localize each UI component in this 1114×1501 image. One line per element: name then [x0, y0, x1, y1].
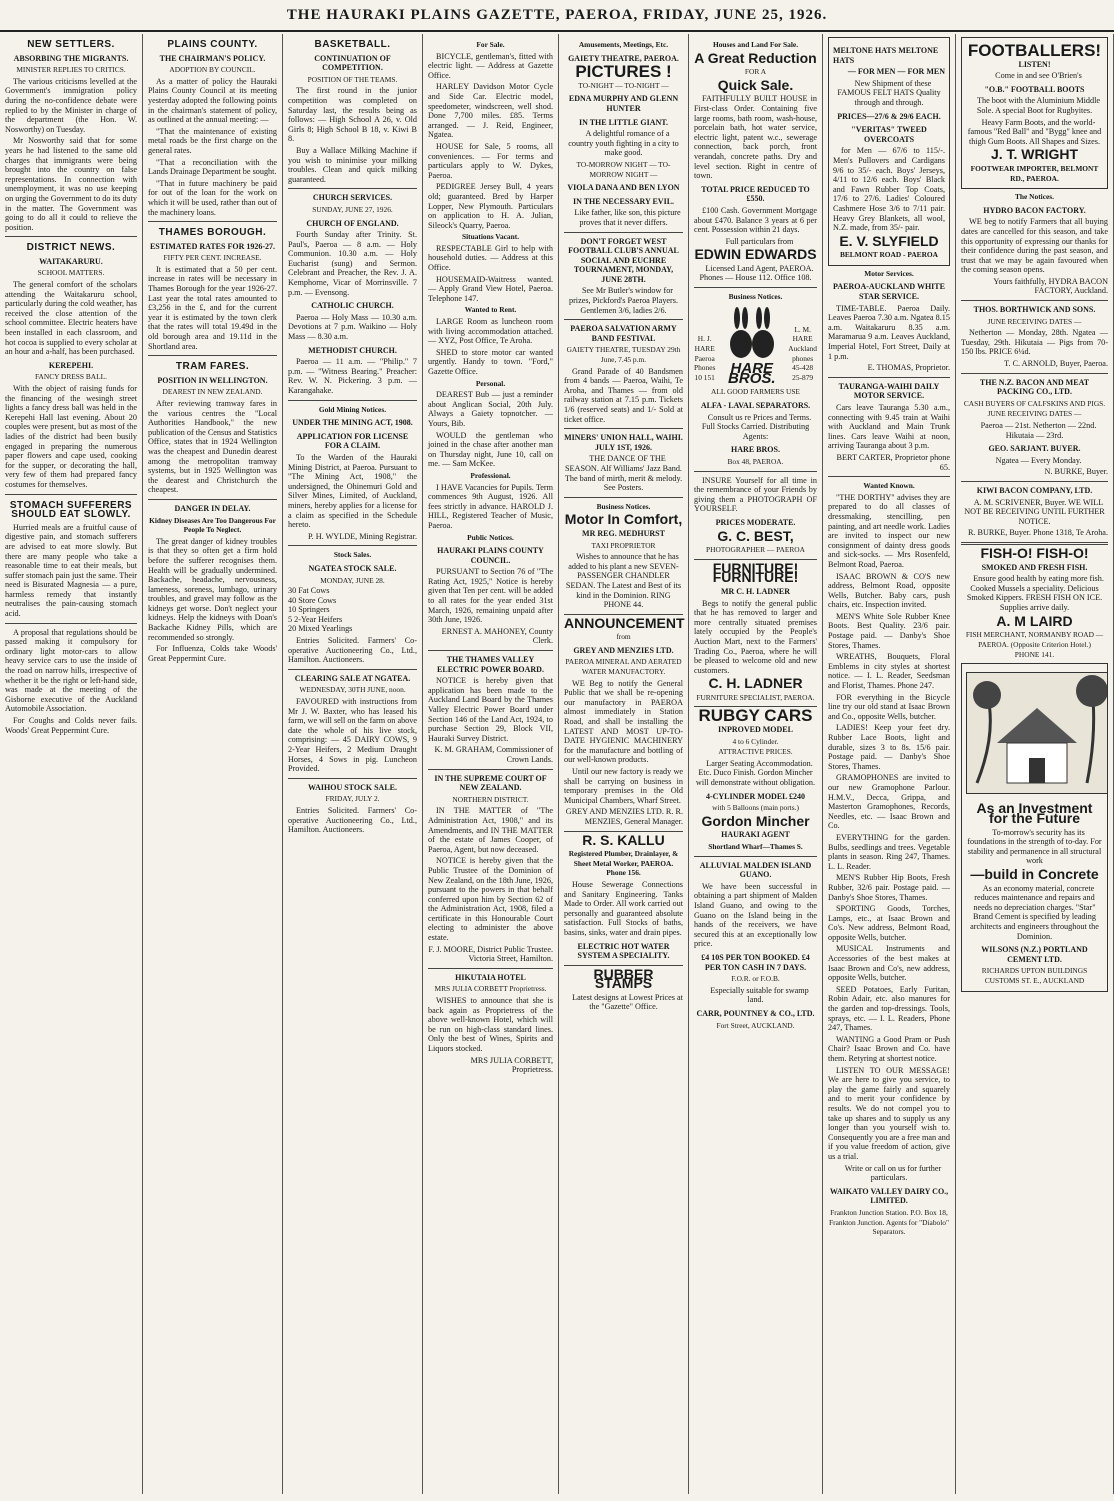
subheadline: NORTHERN DISTRICT. — [452, 794, 529, 804]
paragraph: Grand Parade of 40 Bandsmen from 4 bands — Paeroa, Waihi, Te Aroha, and Thames — from old railway station at 7.15 p.m. Tickets 1/6 (reserved seats) and 1/- Sold at ticket office. — [564, 366, 683, 424]
subheadline: MONDAY, JUNE 28. — [320, 575, 385, 585]
paragraph: Mr Nosworthy said that for some years he had listened to the same old charges that immigrants were being brought into the country on false representations. In connection with unemployment, it was no use keeping on urging the Government to do its duty in the matter. The Government was going to do all it could to relieve the position. — [5, 136, 137, 232]
paragraph: PURSUANT to Section 76 of "The Rating Act, 1925," Notice is hereby given that Ten per cent. will be added to all rates for the year ended 31st March, 1926, remaining unpaid after 30th June, 1926. — [428, 567, 553, 625]
masthead-title: THE HAURAKI PLAINS GAZETTE, PAEROA, FRIDAY, JUNE 25, 1926. — [286, 7, 828, 23]
subheadline: WEDNESDAY, 30TH JUNE, noon. — [299, 685, 406, 695]
section-label: Situations Vacant. — [461, 232, 520, 242]
section-label: Professional. — [470, 470, 511, 480]
classified-ad: RESPECTABLE Girl to help with household duties. — Address at this Office. — [428, 243, 553, 273]
section-label: Stock Sales. — [333, 550, 372, 560]
subheadline: LISTEN! — [1018, 59, 1051, 69]
masthead — [0, 0, 1114, 32]
subheadline: F.O.R. or F.O.B. — [731, 974, 780, 984]
classified-ad: WREATHS, Bouquets, Floral Emblems in city styles at shortest notice. — I. L. Reader, Seedsman and Florist, Thames. Phone 247. — [828, 652, 950, 691]
column-3 — [283, 34, 423, 1494]
subheadline: ESTIMATED RATES FOR 1926-27. — [149, 241, 276, 251]
paragraph: Entries Solicited. Farmers' Co-operative Auctioneering Co., Ltd., Hamilton. Auctioneers. — [288, 805, 417, 835]
subheadline: PAEROA-AUCKLAND WHITE STAR SERVICE. — [833, 282, 945, 302]
subheadline: GAIETY THEATRE, TUESDAY 29th June, 7.45 p.m. — [566, 345, 681, 365]
subheadline: Frankton Junction Station. P.O. Box 18, Frankton Junction. Agents for "Diabolo" Separators. — [829, 1207, 949, 1237]
section-label: Wanted Known. — [863, 481, 915, 491]
display-heading: G. C. BEST, — [717, 527, 794, 544]
classified-ad: SEED Potatoes, Early Furitan, Robin Adair, etc. also manures for the garden and top-dressings. Tools, sprays, etc. — I. L. Readers, Phone 247, Thames. — [828, 984, 950, 1033]
classified-ad: HOUSE for Sale, 5 rooms, all conveniences. — For terms and particulars apply to W. Dykes, Paeroa. — [428, 141, 553, 180]
headline: THAMES BOROUGH. — [158, 227, 267, 239]
classified-ad: WOULD the gentleman who joined in the chase after another man on Thursday night, June 10, call on me. — Sam McKee. — [428, 430, 553, 469]
paragraph: Full particulars from — [725, 236, 794, 246]
paragraph: The great danger of kidney troubles is that they so often get a firm hold before the sufferer recognises them. Health will be gradually undermined. Backache, headache, nervousness, lameness, soreness, lumbago, urinary troubles, and gravel may follow as the kidneys get worse. Don't neglect your kidneys. Help the kidneys with Doan's Backache Kidney Pills, which are recommended so strongly. — [148, 536, 277, 642]
display-heading: Gordon Mincher — [701, 812, 810, 829]
subheadline: BELMONT ROAD - PAEROA — [839, 250, 939, 260]
signature: K. M. GRAHAM, Commissioner of Crown Lands. — [434, 745, 553, 764]
display-heading: J. T. WRIGHT — [990, 146, 1079, 163]
paragraph: NOTICE is hereby given that application has been made to the Auckland Land Board by the Thames Valley Electric Power Board under Section 146 of the Land Act, 1924, to purchase Section 29, Block VII, Hauraki Survey District. — [428, 676, 553, 743]
subheadline: MINISTER REPLIES TO CRITICS. — [16, 65, 126, 75]
subheadline: FURNITURE SPECIALIST, PAEROA. — [696, 692, 815, 702]
paragraph: It is estimated that a 50 per cent. increase in rates will be necessary in Thames Borough for the year 1926-27. Last year the total rates amounted to £3,256 in the £, and for the current year it is estimated by the town clerk that the rates will total 19.49d in the old borough area and 19.11d in the Shortland area. — [148, 264, 277, 351]
paragraph: For Coughs and Colds never fails. Woods' Great Peppermint Cure. — [5, 716, 137, 735]
list-item: 5 2-Year Heifers — [288, 614, 343, 624]
column-4 — [423, 34, 559, 1494]
subheadline: GAIETY THEATRE, PAEROA. — [568, 53, 679, 63]
signature: R. BURKE, Buyer. Phone 1318, Te Aroha. — [967, 528, 1108, 538]
headline: DISTRICT NEWS. — [26, 242, 116, 254]
paragraph: To-morrow's security has its foundations in the strength of to-day. For stability and permanence in all structural work — [967, 827, 1102, 866]
subheadline: POSITION IN WELLINGTON. — [157, 375, 268, 385]
subheadline: MINERS' UNION HALL, WAIHI. JULY 1ST, 1926. — [564, 433, 683, 452]
subheadline: ALFA - LAVAL SEPARATORS. — [700, 401, 811, 411]
classified-ad: WANTING a Good Pram or Push Chair? Isaac Brown and Co. have them. Retyring at shortest notice. — [828, 1034, 950, 1063]
paragraph: Especially suitable for swamp land. — [710, 985, 809, 1005]
classified-ad: BICYCLE, gentleman's, fitted with electric light. — Address at Gazette Office. — [428, 51, 553, 80]
classified-ad: MEN'S White Sole Rubber Knee Boots. Best Quality. 23/6 pair. Postage paid. — Danby's Shoe Stores, Thames. — [828, 611, 950, 650]
subheadline: TOTAL PRICE REDUCED TO £550. — [701, 184, 810, 204]
list-item: 20 Mixed Yearlings — [288, 624, 353, 634]
subheadline: DEAREST IN NEW ZEALAND. — [162, 387, 263, 397]
rabbit-icon — [725, 306, 779, 362]
paragraph: Until our new factory is ready we shall be carrying on business in temporary premises in the Old Municipal Chambers, Wharf Street. — [564, 767, 683, 805]
subheadline: CARR, POUNTNEY & CO., LTD. — [696, 1008, 815, 1018]
display-heading: Motor In Comfort, — [564, 511, 683, 528]
subheadline: 4 to 6 Cylinder. — [732, 736, 779, 746]
section-label: Gold Mining Notices. — [318, 404, 387, 414]
paragraph: A proposal that regulations should be passed making it compulsory for ordinary light motor-cars to allow heavy service cars to use the inside of the road on narrow hills, irrespective of whether it be the right or left-hand side, was made at the meeting of the Gisborne executive of the Auckland Automobile Association. — [5, 627, 137, 714]
subheadline: THOS. BORTHWICK AND SONS. — [973, 305, 1096, 315]
signature: GREY AND MENZIES LTD. R. R. MENZIES, General Manager. — [565, 807, 683, 826]
display-heading: As an Investment for the Future — [976, 800, 1093, 827]
paragraph: Paeroa — 21st. Netherton — 22nd. Hikutaia — 23rd. — [980, 421, 1097, 440]
subheadline: ALL GOOD FARMERS USE — [711, 387, 800, 397]
paragraph: "That the maintenance of existing metal roads be the first charge on the general rates. — [148, 126, 277, 155]
subheadline: HARE BROS. — [731, 445, 780, 455]
classified-ad: SHED to store motor car wanted urgently. Handy to town. "Ford," Gazette Office. — [428, 347, 553, 376]
display-heading: ANNOUNCEMENT — [564, 614, 685, 631]
classified-ad: LARGE Room as luncheon room with living accommodation attached. — XYZ, Post Office, Te Aroha. — [428, 317, 553, 346]
paragraph: The first round in the junior competition was completed on Saturday last, the results being as follows: — High School A 26, v. Old Girls 8; High School B 18, v. Kiwi B 8. — [288, 86, 417, 144]
paragraph: Write or call on us for further particulars. — [844, 1163, 942, 1183]
paragraph: Paeroa — Holy Mass — 10.30 a.m. Devotions at 7 p.m. Waikino — Holy Mass — 8.30 a.m. — [288, 312, 417, 342]
subheadline: IN THE NECESSARY EVIL. — [572, 196, 675, 206]
subheadline: MR REG. MEDHURST — [582, 528, 665, 538]
paragraph: Entries Solicited. Farmers' Co-operative Auctioneering Co., Ltd., Hamilton. Auctioneers. — [288, 636, 417, 665]
display-heading: RUBGY CARS — [698, 706, 813, 726]
column-2 — [143, 34, 283, 1494]
subheadline: Registered Plumber, Drainlayer, & Sheet Metal Worker, PAEROA. Phone 156. — [568, 849, 679, 878]
paragraph: As an economy material, concrete reduces maintenance and repairs and needs no depreciation charges. "Star" Brand Cement is specified by leading architects and engineers throughout the Dominion. — [970, 883, 1099, 941]
display-heading: PICTURES ! — [575, 62, 672, 82]
subheadline: CONTINUATION OF COMPETITION. — [314, 53, 391, 73]
hare-left-contact: H. J. HARE Paeroa Phones 10 151 — [694, 334, 716, 382]
paragraph: Consult us re Prices and Terms. Full Stocks Carried. Distributing Agents: — [701, 412, 812, 441]
subheadline: JUNE RECEIVING DATES — — [987, 409, 1082, 419]
subheadline: EDNA MURPHY AND GLENN HUNTER — [568, 94, 679, 113]
subheadline: JUNE RECEIVING DATES — — [987, 316, 1082, 326]
paragraph: See Mr Butler's window for prizes, Pickford's Paeroa Players. Gentlemen 3/6, ladies 2/6. — [568, 286, 679, 315]
subheadline: — FOR MEN — FOR MEN — [847, 67, 945, 77]
subheadline: METHODIST CHURCH. — [308, 345, 397, 355]
classified-ad: EVERYTHING for the garden. Bulbs, seedlings and trees. Vegetable plants in season. Ring 247, Thames. L. L. Reader. — [828, 832, 950, 871]
subheadline: THE N.Z. BACON AND MEAT PACKING CO., LTD. — [979, 377, 1090, 397]
section-label: Business Notices. — [728, 292, 783, 302]
display-heading: RUBBER STAMPS — [593, 965, 654, 992]
subheadline: WILSONS (N.Z.) PORTLAND CEMENT LTD. — [981, 945, 1088, 964]
paragraph: Licensed Land Agent, PAEROA. Phones — House 112. Office 108. — [699, 263, 814, 283]
subheadline: HAURAKI PLAINS COUNTY COUNCIL. — [437, 546, 544, 565]
paragraph: WE beg to notify Farmers that all buying dates are cancelled for this season, and take this opportunity of expressing our thanks for their confidence during the past season, and trust that we may be again favoured when the coming season opens. — [961, 217, 1108, 275]
signature: Yours faithfully, HYDRA BACON FACTORY, Auckland. — [993, 276, 1108, 296]
subheadline: ADOPTION BY COUNCIL. — [169, 65, 256, 75]
headline: PLAINS COUNTY. — [167, 39, 258, 50]
display-heading: EDWIN EDWARDS — [694, 246, 817, 263]
paragraph: Cars leave Tauranga 5.30 a.m., connecting with 9.45 train at Waihi with Auckland and Main Trunk lines. Cars leave Waihi at noon, arriving Tauranga about 3 p.m. — [828, 403, 950, 451]
paragraph: Netherton — Monday, 28th. Ngatea — Tuesday, 29th. Hikutaia — Pigs from 70-150 lbs. PRICE 6¼d. — [961, 328, 1108, 357]
section-label: Wanted to Rent. — [464, 305, 517, 315]
subheadline: CHURCH SERVICES. — [312, 193, 393, 203]
paragraph: THE DANCE OF THE SEASON. Alf Williams' Jazz Band. The band of mirth, merit & melody. See Posters. — [564, 454, 683, 493]
classified-ad: LISTEN TO OUR MESSAGE! We are here to give you service, to play the game fairly and squarely and to merit your confidence by results. We do not compel you to take up shares and to supply us any longer than you yourself wish to. Consequently you are a free man and if you value freedom of action, give us a trial. — [828, 1065, 950, 1161]
subheadline: HYDRO BACON FACTORY. — [983, 205, 1086, 215]
classified-ad: PEDIGREE Jersey Bull, 4 years old; guaranteed. Bred by Harper Lopper, New Plymouth. Particulars on application to H. A. Julian, Sileock's Quarry, Paeroa. — [428, 182, 553, 230]
paragraph: Larger Seating Accommodation. Etc. Duco Finish. Gordon Mincher will demonstrate without obligation. — [695, 758, 816, 788]
display-heading: R. S. KALLU — [582, 831, 665, 848]
paragraph: The various criticisms levelled at the Government's immigration policy during the no-confidence debate were replied to by the Minister in charge of the department (the Hon. W. Nosworthy) on Tuesday. — [5, 76, 137, 134]
list-item: 40 Store Cows — [288, 595, 337, 605]
subheadline: Shortland Wharf—Thames S. — [708, 842, 803, 851]
subheadline: MR C. H. LADNER — [720, 586, 791, 596]
subheadline: KEREPEHI. — [48, 360, 94, 370]
paragraph: Hurried meals are a fruitful cause of digestive pain, and stomach sufferers are advised to eat more slowly. But there are many people who take a reasonable time to eat their meals, but suffer stomach pain just the same. Their need is Bisurated Magnesia — a pure, harmless remedy that instantly neutralises the pain-causing stomach acid. — [5, 522, 137, 619]
headline: NEW SETTLERS. — [27, 39, 115, 50]
paragraph: Like father, like son, this picture proves that it never differs. — [574, 208, 681, 227]
paragraph: "That a reconciliation with the Lands Drainage Department be sought. — [148, 157, 277, 177]
subheadline: PHOTOGRAPHER — PAEROA — [706, 545, 805, 555]
subheadline: FISH MERCHANT, NORMANBY ROAD — PAEROA. (Opposite Criterion Hotel.) — [965, 630, 1104, 649]
classified-ad: "THE DORTHY" advises they are prepared to do all classes of dressmaking, stencilling, pen painting, and art needle work. Ladies are invited to inspect our new consignment of dainty dress goods and sick-socks. — Mrs Rosenfeld, Belmont Road, Paeroa. — [828, 492, 950, 569]
paragraph: £100 Cash. Government Mortgage about £470. Balance 3 years at 6 per cent. Possession within 21 days. — [694, 205, 817, 235]
classified-ad: I HAVE Vacancies for Pupils. Term commences 9th August, 1926. All fees strictly in advance. HAROLD J. HILL, Registered Teacher of Music, Paeroa. — [428, 482, 553, 530]
subheadline: PRICES MODERATE. — [715, 517, 796, 527]
hare-bros-logo-text: HARE BROS. — [728, 360, 776, 387]
concrete-ad — [961, 663, 1108, 992]
subheadline: PAEROA MINERAL AND AERATED WATER MANUFACTORY. — [565, 657, 682, 677]
display-heading: A Great Reduction — [694, 49, 817, 66]
subheadline: CATHOLIC CHURCH. — [311, 301, 394, 311]
display-heading: FURNITURE! FURNITURE! — [712, 559, 799, 586]
signature: T. C. ARNOLD, Buyer, Paeroa. — [1004, 359, 1108, 369]
subheadline: MELTONE HATS MELTONE HATS — [833, 46, 939, 65]
column-7 — [823, 34, 956, 1494]
hare-bros-ad — [694, 306, 817, 387]
subheadline: from — [616, 632, 631, 642]
classified-ad: LADIES! Keep your feet dry. Rubber Lace Boots, light and durable, sizes 3 to 8s. 15/6 pair. Postage paid. — Danby's Shoe Stores, Thames. — [828, 723, 950, 771]
subheadline: KIWI BACON COMPANY, LTD. — [976, 485, 1093, 495]
subheadline: IN THE SUPREME COURT OF NEW ZEALAND. — [434, 773, 547, 793]
paragraph: Begs to notify the general public that he has removed to larger and more centrally situated premises lately occupied by the People's Auction Mart, next to the Farmers' Trading Co., Paeroa, where he will be pleased to welcome old and new customers. — [694, 598, 817, 675]
paragraph: A delightful romance of a country youth fighting in a city to make good. — [568, 129, 679, 158]
paragraph: INSURE Yourself for all time in the remembrance of your Friends by giving them a PHOTOGRAPH OF YOURSELF. — [694, 475, 817, 514]
paragraph: "That in future machinery be paid for out of the loan for the work on which it will be used, rather than out of the machinery loans. — [148, 178, 277, 217]
subheadline: APPLICATION FOR LICENSE FOR A CLAIM. — [296, 431, 409, 451]
subheadline: TAXI PROPRIETOR — [591, 540, 656, 550]
section-label: Houses and Land For Sale. — [712, 40, 799, 49]
signature: F. J. MOORE, District Public Trustee. Victoria Street, Hamilton. — [428, 944, 553, 964]
subheadline: WAIHOU STOCK SALE. — [308, 782, 397, 792]
subheadline: SCHOOL MATTERS. — [37, 268, 105, 278]
display-heading: C. H. LADNER — [708, 675, 803, 692]
paragraph: A. M. SCRIVENER, Buyer. WE WILL NOT BE RECEIVING UNTIL FURTHER NOTICE. — [964, 497, 1105, 526]
section-label: Motor Services. — [864, 268, 914, 278]
paragraph: Paeroa — 11 a.m. — "Philip." 7 p.m. — "Witness Bearing." Preacher: Rev. W. N. Pickering. 3 p.m. — Karangahake. — [288, 357, 417, 395]
section-label: Public Notices. — [467, 532, 514, 542]
subheadline: "O.B." FOOTBALL BOOTS — [984, 84, 1085, 94]
paragraph: For Influenza, Colds take Woods' Great Peppermint Cure. — [148, 644, 277, 663]
display-heading: FOOTBALLERS! — [967, 41, 1102, 60]
paragraph: for Men — 67/6 to 115/-. Men's Pullovers and Cardigans 9/6 to 35/- each. Boys' Jerseys, 4/11 to 12/6 each. Boys' Black and Fawn Rubber Top Coats, 17/6 to 27/6. Ladies' Coloured Cashmere Hose 3/6 to 7/11 pair. Heavy Grey Blankets, all wool, N.Z. made, from 35/- pair. — [833, 146, 945, 233]
classified-ad: HARLEY Davidson Motor Cycle and Side Car. Electric model, speedometer, windscreen, well shod. Done 7,700 miles. £85. Terms arranged. — J. Reid, Engineer, Ngatea. — [428, 82, 553, 140]
subheadline: NGATEA STOCK SALE. — [308, 563, 397, 573]
section-label: For Sale. — [476, 40, 505, 49]
display-heading: —build in Concrete — [970, 866, 1099, 883]
paragraph: FAITHFULLY BUILT HOUSE in First-class Order. Containing five large rooms, bath room, wash-house, porcelain bath, hot water service, electric light, patent w.c., sewerage connection, back porch, front verandah, concrete paths. Dry and level section. Right in centre of town. — [694, 94, 817, 181]
subheadline: RICHARDS UPTON BUILDINGS CUSTOMS ST. E., AUCKLAND — [981, 966, 1088, 985]
classified-ad: MUSICAL Instruments and Accessories of the best makes at Isaac Brown and Co's, new address, opposite Wells, butcher. — [828, 944, 950, 983]
paragraph: Come in and see O'Brien's — [995, 71, 1082, 81]
classified-ad: HOUSEMAID-Waitress wanted. — Apply Grand View Hotel, Paeroa. Telephone 147. — [428, 274, 553, 303]
section-label: Business Notices. — [596, 501, 651, 511]
subheadline: PAEROA SALVATION ARMY BAND FESTIVAL — [570, 324, 677, 343]
classified-ad: MEN'S Rubber Hip Boots, Fresh Rubber, 32/6 pair. Postage paid. — Danby's Shoe Stores, Thames. — [828, 873, 950, 902]
subheadline: FOR A — [744, 67, 767, 77]
signature: MRS JULIA CORBETT, Proprietress. — [470, 1055, 553, 1075]
subheadline: THE THAMES VALLEY ELECTRIC POWER BOARD. — [437, 655, 544, 674]
paragraph: IN THE MATTER of "The Administration Act, 1908," and its Amendments, and IN THE MATTER of the estate of James Cooper, of Paeroa, Agent, but now deceased. — [428, 806, 553, 854]
subheadline: TO-NIGHT — TO-NIGHT — — [578, 80, 669, 90]
subheadline: TAURANGA-WAIHI DAILY MOTOR SERVICE. — [838, 381, 940, 401]
subheadline: PHONE 141. — [1014, 650, 1055, 660]
paragraph: WE Beg to notify the General Public that we shall be re-opening our manufactory in PAEROA almost immediately in Station Road, and shall be installing the LATEST AND MOST UP-TO-DATE HYGIENIC MACHINERY for the manufacture and bottling of our well-known products. — [564, 678, 683, 765]
subheadline: GREY AND MENZIES LTD. — [573, 645, 674, 655]
subheadline: HAURAKI AGENT — [721, 830, 790, 840]
paragraph: With the object of raising funds for the financing of the wesingh street lights a fancy dress ball was held in the Kerepehi Hall last evening. About 20 couples were present, but as most of the ladies of the district had been busily engaged in preparing the numerous paper flowers and cape used, cooking for the supper, or decorating the hall, very few of them had prepared fancy costumes for themselves. — [5, 384, 137, 489]
paragraph: To the Warden of the Hauraki Mining District, at Paeroa. Pursuant to "The Mining Act, 1908," the undersigned, the Ohinemuri Gold and Silver Mines, Limited, of Auckland, miners, hereby applies for a license for a claim as specified in the Schedule hereto. — [288, 452, 417, 530]
paragraph: FAVOURED with instructions from Mr J. W. Baxter, who has leased his farm, we will sell on the farm on above date the whole of his live stock, comprising: — 45 DAIRY COWS, 9 2-Year Heifers, 2 Medium Draught Horses, 4 Sows in pig. Luncheon Provided. — [288, 697, 417, 774]
house-illustration-icon — [966, 672, 1108, 794]
footballers-ad — [961, 37, 1108, 189]
section-label: Amusements, Meetings, Etc. — [578, 40, 669, 49]
signature: E. THOMAS, Proprietor. — [867, 363, 950, 373]
subheadline: FIFTY PER CENT. INCREASE. — [163, 253, 262, 263]
subheadline: Kidney Diseases Are Too Dangerous For People To Neglect. — [149, 515, 276, 535]
headline: BASKETBALL. — [314, 39, 391, 50]
subheadline: ABSORBING THE MIGRANTS. — [13, 53, 129, 63]
subheadline: WAIKATO VALLEY DAIRY CO., LIMITED. — [829, 1186, 949, 1206]
classified-ad: GRAMOPHONES are invited to our new Gramophone Parlour. H.M.V., Decca, Grippa, and Masterton Gramophones, Records, Needles, etc. — Isaac Brown and Co. — [828, 773, 950, 831]
paragraph: As a matter of policy the Hauraki Plains County Council at its meeting yesterday adopted the following points in the chairman's statement of policy, as outlined at the annual meeting: — — [148, 76, 277, 125]
subheadline: ALLUVIAL MALDEN ISLAND GUANO. — [699, 860, 812, 880]
subheadline: PRICES—27/6 & 29/6 EACH. — [837, 111, 941, 121]
paragraph: The boot with the Aluminium Middle Sole. A special Boot for Rugbyites. — [976, 96, 1101, 115]
signature: BERT CARTER, Proprietor phone 65. — [836, 452, 950, 472]
column-6 — [689, 34, 823, 1494]
subheadline: VIOLA DANA AND BEN LYON — [567, 183, 680, 193]
paragraph: We have been successful in obtaining a part shipment of Malden Island Guano, and owing to the Guano on the Island being in the hands of the receivers, we have secured this at an exceptionally low price. — [694, 881, 817, 949]
classified-ad: FOR everything in the Bicycle line try our old stand at Isaac Brown and Co., opposite Wells, butcher. — [828, 692, 950, 721]
column-8 — [956, 34, 1114, 1494]
paragraph: Buy a Wallace Milking Machine if you wish to minimise your milking troubles. Clean and quick milking guaranteed. — [288, 145, 417, 184]
subheadline: FOOTWEAR IMPORTER, BELMONT RD., PAEROA. — [970, 163, 1099, 183]
subheadline: SUNDAY, JUNE 27, 1926. — [312, 204, 393, 214]
subheadline: Box 48, PAEROA. — [727, 457, 784, 466]
section-label: The Notices. — [1015, 192, 1054, 202]
display-heading: A. M LAIRD — [996, 612, 1073, 629]
paragraph: WISHES to announce that she is back again as Proprietress of the above well-known Hotel, which will be run on high-class standard lines. Only the best of Wines, Spirits and Liquors stocked. — [428, 996, 553, 1053]
display-heading: FISH-O! FISH-O! — [980, 544, 1089, 561]
paragraph: NOTICE is hereby given that the Public Trustee of the Dominion of New Zealand, on the 18th June, 1926, pursuant to the powers in that behalf conferred upon him by Section 62 of the Administration Act, 1908, filed a certificate in this Honourable Court electing to administer the above estate. — [428, 856, 553, 943]
classified-ad: SPORTING Goods, Torches, Lamps, etc., at Isaac Brown and Co's. New address, Belmont Road, opposite Wells, butcher. — [828, 904, 950, 942]
list-item: 30 Fat Cows — [288, 586, 330, 596]
subheadline: POSITION OF THE TEAMS. — [307, 74, 398, 84]
classified-ad: ISAAC BROWN & CO'S new address, Belmont Road, opposite Wells, Butcher. Baby cars, push chairs, etc. Inspection invited. — [828, 571, 950, 610]
hare-rabbits-logo — [721, 306, 782, 387]
headline: STOMACH SUFFERERS SHOULD EAT SLOWLY. — [9, 499, 133, 521]
paragraph: TIME-TABLE. Paeroa Daily. Leaves Paeroa 7.30 a.m. Ngatea 8.15 a.m. Waitakaruru 8.35 a.m. Maramarua 9 a.m. Leaves Auckland, Imperial Hotel, Fort Street, Daily at 1 p.m. — [828, 303, 950, 361]
subheadline: DANGER IN DELAY. — [174, 503, 251, 513]
subheadline: CLEARING SALE AT NGATEA. — [294, 673, 411, 683]
subheadline: INPROVED MODEL — [718, 725, 793, 735]
section-label: Personal. — [475, 378, 506, 388]
paragraph: Ensure good health by eating more fish. Cooked Mussels a speciality. Delicious Smoked Kippers. FRESH FISH ON ICE. Supplies arrive daily. — [966, 574, 1104, 612]
subheadline: FANCY DRESS BALL. — [34, 372, 108, 382]
subheadline: IN THE LITTLE GIANT. — [578, 117, 669, 127]
subheadline: DON'T FORGET WEST FOOTBALL CLUB'S ANNUAL SOCIAL AND EUCHRE TOURNAMENT, MONDAY, JUNE 28TH. — [568, 236, 679, 284]
paragraph: Heavy Farm Boots, and the world-famous "Red Ball" and "Bygg" knee and thigh Gum Boots. All Shapes and Sizes. — [967, 117, 1102, 146]
subheadline: 4-CYLINDER MODEL £240 — [705, 791, 806, 801]
column-1 — [0, 34, 143, 1494]
subheadline: FRIDAY, JULY 2. — [325, 794, 380, 804]
subheadline: HIKUTAIA HOTEL — [455, 972, 526, 982]
hare-right-contact: L. M. HARE Auckland phones 45-428 25-879 — [788, 324, 817, 382]
subheadline: SMOKED AND FRESH FISH. — [981, 562, 1088, 572]
signature: ERNEST A. MAHONEY, County Clerk. — [441, 626, 553, 646]
subheadline: "VERITAS" TWEED OVERCOATS — [851, 125, 927, 144]
headline: TRAM FARES. — [175, 361, 250, 373]
paragraph: Latest designs at Lowest Prices at the "Gazette" Office. — [572, 992, 683, 1012]
subheadline: CHURCH OF ENGLAND. — [306, 218, 399, 228]
signature: N. BURKE, Buyer. — [1044, 467, 1108, 477]
subheadline: £4 10S PER TON BOOKED. £4 PER TON CASH IN 7 DAYS. — [701, 952, 810, 972]
subheadline: Fort Street, AUCKLAND. — [716, 1020, 795, 1030]
subheadline: CASH BUYERS OF CALFSKINS AND PIGS. — [963, 398, 1106, 408]
subheadline: with 5 Balloons (main ports.) — [712, 803, 799, 813]
signature: P. H. WYLDE, Mining Registrar. — [307, 531, 417, 541]
paragraph: After reviewing tramway fares in the various centres the "Local Authorities Handbook," the new publication of the Census and Statistics Office, states that in 1924 Wellington was the cheapest and Dunedin dearest among the metropolitan tramway systems, but in 1925 Wellington was the dearest and Christchurch the cheapest. — [148, 399, 277, 495]
meltone-hats-ad — [828, 37, 950, 266]
subheadline: THE CHAIRMAN'S POLICY. — [159, 53, 266, 63]
subheadline: MRS JULIA CORBETT Proprietress. — [434, 984, 547, 994]
column-5 — [559, 34, 689, 1494]
subheadline: GEO. SARJANT. BUYER. — [988, 444, 1081, 454]
paragraph: The general comfort of the scholars attending the Waitakaruru school, particularly during the cold weather, has received the close attention of the school committee. Electric heaters have been installed in each classroom, and hot cocoa is supplied to every scholar at an hour and a-half, has been purchased. — [5, 280, 137, 357]
paragraph: House Sewerage Connections and Sanitary Engineering. Tanks Made to Order. All work carried out personally and guaranteed absolute satisfaction. Full Stocks of baths, basins, sinks, water and drain pipes. — [564, 879, 683, 937]
paragraph: Fourth Sunday after Trinity. St. Paul's, Paeroa — 8 a.m. — Holy Communion. 10.30 a.m. — Holy Eucharist (sung) and Sermon. Celebrant and Preacher, the Rev. J. A. Kemphorne, Vicar of Morrinsville. 7 p.m. — Evensong. — [288, 230, 417, 297]
subheadline: ATTRACTIVE PRICES. — [718, 747, 793, 757]
display-heading: E. V. SLYFIELD — [839, 232, 939, 249]
subheadline: UNDER THE MINING ACT, 1908. — [292, 418, 413, 428]
classified-ad: DEAREST Bub — just a reminder about Anglican Social, 20th July. Always a Gaiety topnotcher. — Yours, Bib. — [428, 390, 553, 428]
subheadline: ELECTRIC HOT WATER SYSTEM A SPECIALITY. — [577, 941, 670, 961]
display-heading: Quick Sale. — [717, 76, 794, 93]
paragraph: Wishes to announce that he has added to his plant a new SEVEN-PASSENGER CHANDLER SEDAN. The Latest and Best of its kind in the Dominion. RING PHONE 44. — [565, 552, 682, 610]
paragraph: Ngatea — Every Monday. — [995, 455, 1082, 465]
paragraph: New Shipment of these FAMOUS FELT HATS Quality through and through. — [837, 78, 941, 107]
list-item: 10 Springers — [288, 605, 330, 615]
subheadline: WAITAKARURU. — [39, 256, 103, 266]
subheadline: TO-MORROW NIGHT — TO-MORROW NIGHT — — [576, 159, 671, 179]
